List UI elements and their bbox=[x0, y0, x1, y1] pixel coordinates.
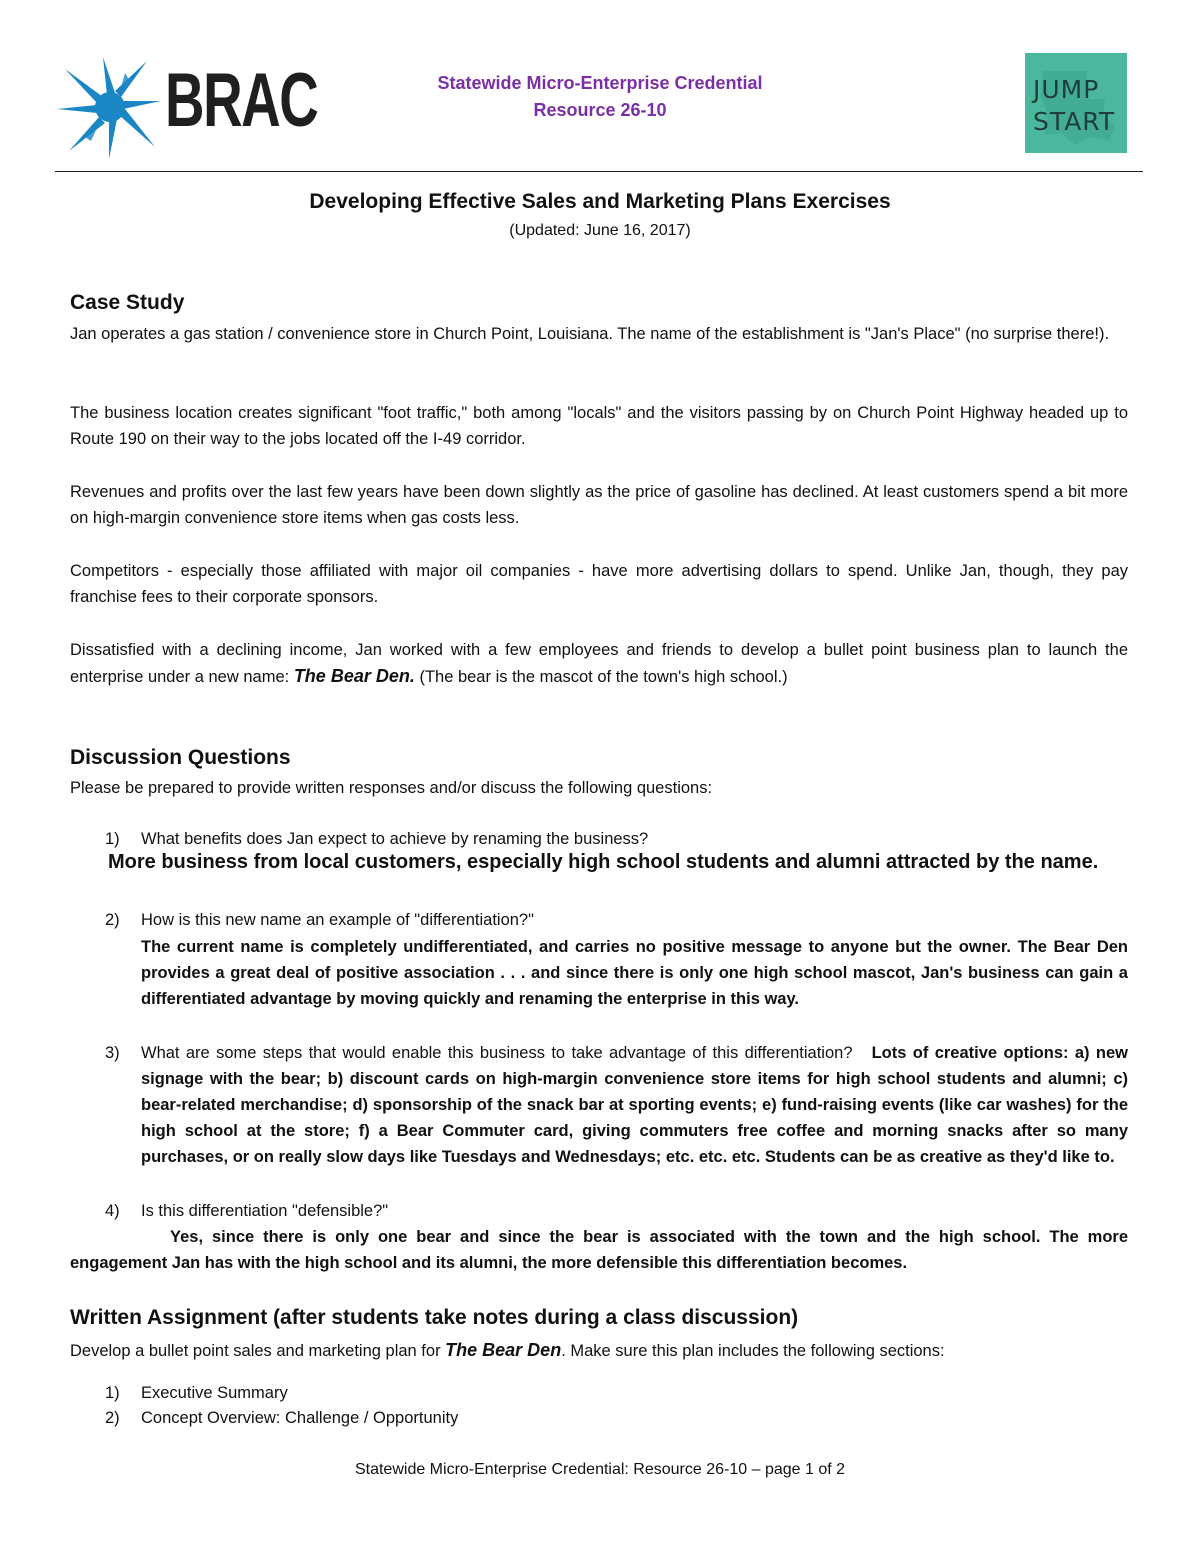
case-study-paragraph-5 bbox=[70, 637, 1128, 690]
page-footer: Statewide Micro-Enterprise Credential: Resource 26-10 – page 1 of 2 bbox=[354, 1461, 846, 1478]
answer-1: More business from local customers, especially high school students and alumni attracted by the name. bbox=[108, 851, 1099, 873]
question-1: What benefits does Jan expect to achieve by renaming the business? bbox=[141, 830, 649, 848]
brac-logo bbox=[55, 55, 318, 160]
question-4: Is this differentiation "defensible?" bbox=[141, 1202, 389, 1220]
answer-3: Lots of creative options: a) new signage with the bear; b) discount cards on high-margin convenience store items for high school students and alumni; c) bear-related merchandise; d) sponsorship of the snack bar at sporting events; e) fund-raising events (like car washes) for the high school at the store; f) a Bear Commuter card, giving commuters free coffee and morning snacks after so many purchases, or on really slow days like Tuesdays and Wednesdays; etc. etc. etc. Students can be as creative as they'd like to. bbox=[141, 1044, 1128, 1166]
header-title-line2: Resource 26-10 bbox=[533, 100, 667, 120]
discussion-intro: Please be prepared to provide written responses and/or discuss the following questions: bbox=[70, 779, 713, 797]
case-study-paragraph-1: Jan operates a gas station / convenience store in Church Point, Louisiana. The name of the establishment is "Jan's Place" (no surprise there!). bbox=[70, 325, 1110, 343]
question-4-number: 4) bbox=[105, 1202, 120, 1220]
discussion-heading: Discussion Questions bbox=[70, 746, 291, 769]
question-3: What are some steps that would enable this business to take advantage of this differentiation? bbox=[141, 1044, 853, 1062]
brac-logo-text: BRAC bbox=[165, 58, 318, 143]
paragraph-5-tail: (The bear is the mascot of the town's high school.) bbox=[414, 668, 788, 686]
paragraph-5-text: Dissatisfied with a declining income, Jan worked with a few employees and friends to develop a bullet point business plan to launch the enterprise under a new name: bbox=[70, 641, 1128, 686]
question-2-number: 2) bbox=[105, 911, 120, 929]
case-study-heading: Case Study bbox=[70, 291, 185, 314]
question-1-number: 1) bbox=[105, 830, 120, 848]
assignment-item-2-number: 2) bbox=[105, 1409, 120, 1427]
document-title: Developing Effective Sales and Marketing Plans Exercises bbox=[309, 190, 891, 213]
assignment-intro-tail: . Make sure this plan includes the following sections: bbox=[561, 1342, 945, 1360]
assignment-intro-text: Develop a bullet point sales and marketing plan for bbox=[70, 1342, 446, 1360]
assignment-intro bbox=[70, 1337, 1128, 1364]
assignment-heading: Written Assignment (after students take notes during a class discussion) bbox=[70, 1306, 799, 1329]
case-study-paragraph-3: Revenues and profits over the last few years have been down slightly as the price of gasoline has declined. At least customers spend a bit more on high-margin convenience store items when gas costs less. bbox=[70, 483, 1128, 527]
header-title-line1: Statewide Micro-Enterprise Credential bbox=[437, 73, 763, 93]
question-2: How is this new name an example of "differentiation?" bbox=[141, 911, 534, 929]
answer-2: The current name is completely undifferentiated, and carries no positive message to anyone but the owner. The Bear Den provides a great deal of positive association . . . and since there is only one high school mascot, Jan's business can gain a differentiated advantage by moving quickly and renaming the enterprise in this way. bbox=[141, 938, 1128, 1008]
question-3-block bbox=[141, 1040, 1128, 1170]
jump-start-badge bbox=[1025, 53, 1127, 153]
brac-star-icon bbox=[55, 55, 165, 160]
updated-date: (Updated: June 16, 2017) bbox=[509, 222, 691, 239]
assignment-item-1-number: 1) bbox=[105, 1384, 120, 1402]
answer-4: Yes, since there is only one bear and since the bear is associated with the town and the high school. The more engagement Jan has with the high school and its alumni, the more defensible this differentiation becomes. bbox=[70, 1228, 1128, 1272]
case-study-paragraph-2: The business location creates significant "foot traffic," both among "locals" and the visitors passing by on Church Point Highway headed up to Route 190 on their way to the jobs located off the I-49 corridor. bbox=[70, 404, 1128, 448]
header-divider bbox=[55, 171, 1143, 172]
assignment-item-2: Concept Overview: Challenge / Opportunity bbox=[141, 1409, 459, 1427]
jump-label: JUMP bbox=[1033, 75, 1100, 104]
assignment-bear-den-name: The Bear Den bbox=[445, 1340, 562, 1360]
case-study-paragraph-4: Competitors - especially those affiliated with major oil companies - have more advertising dollars to spend. Unlike Jan, though, they pay franchise fees to their corporate sponsors. bbox=[70, 562, 1128, 606]
bear-den-name: The Bear Den. bbox=[293, 666, 415, 686]
question-3-number: 3) bbox=[105, 1044, 120, 1062]
assignment-item-1: Executive Summary bbox=[141, 1384, 288, 1402]
start-label: START bbox=[1033, 107, 1116, 136]
